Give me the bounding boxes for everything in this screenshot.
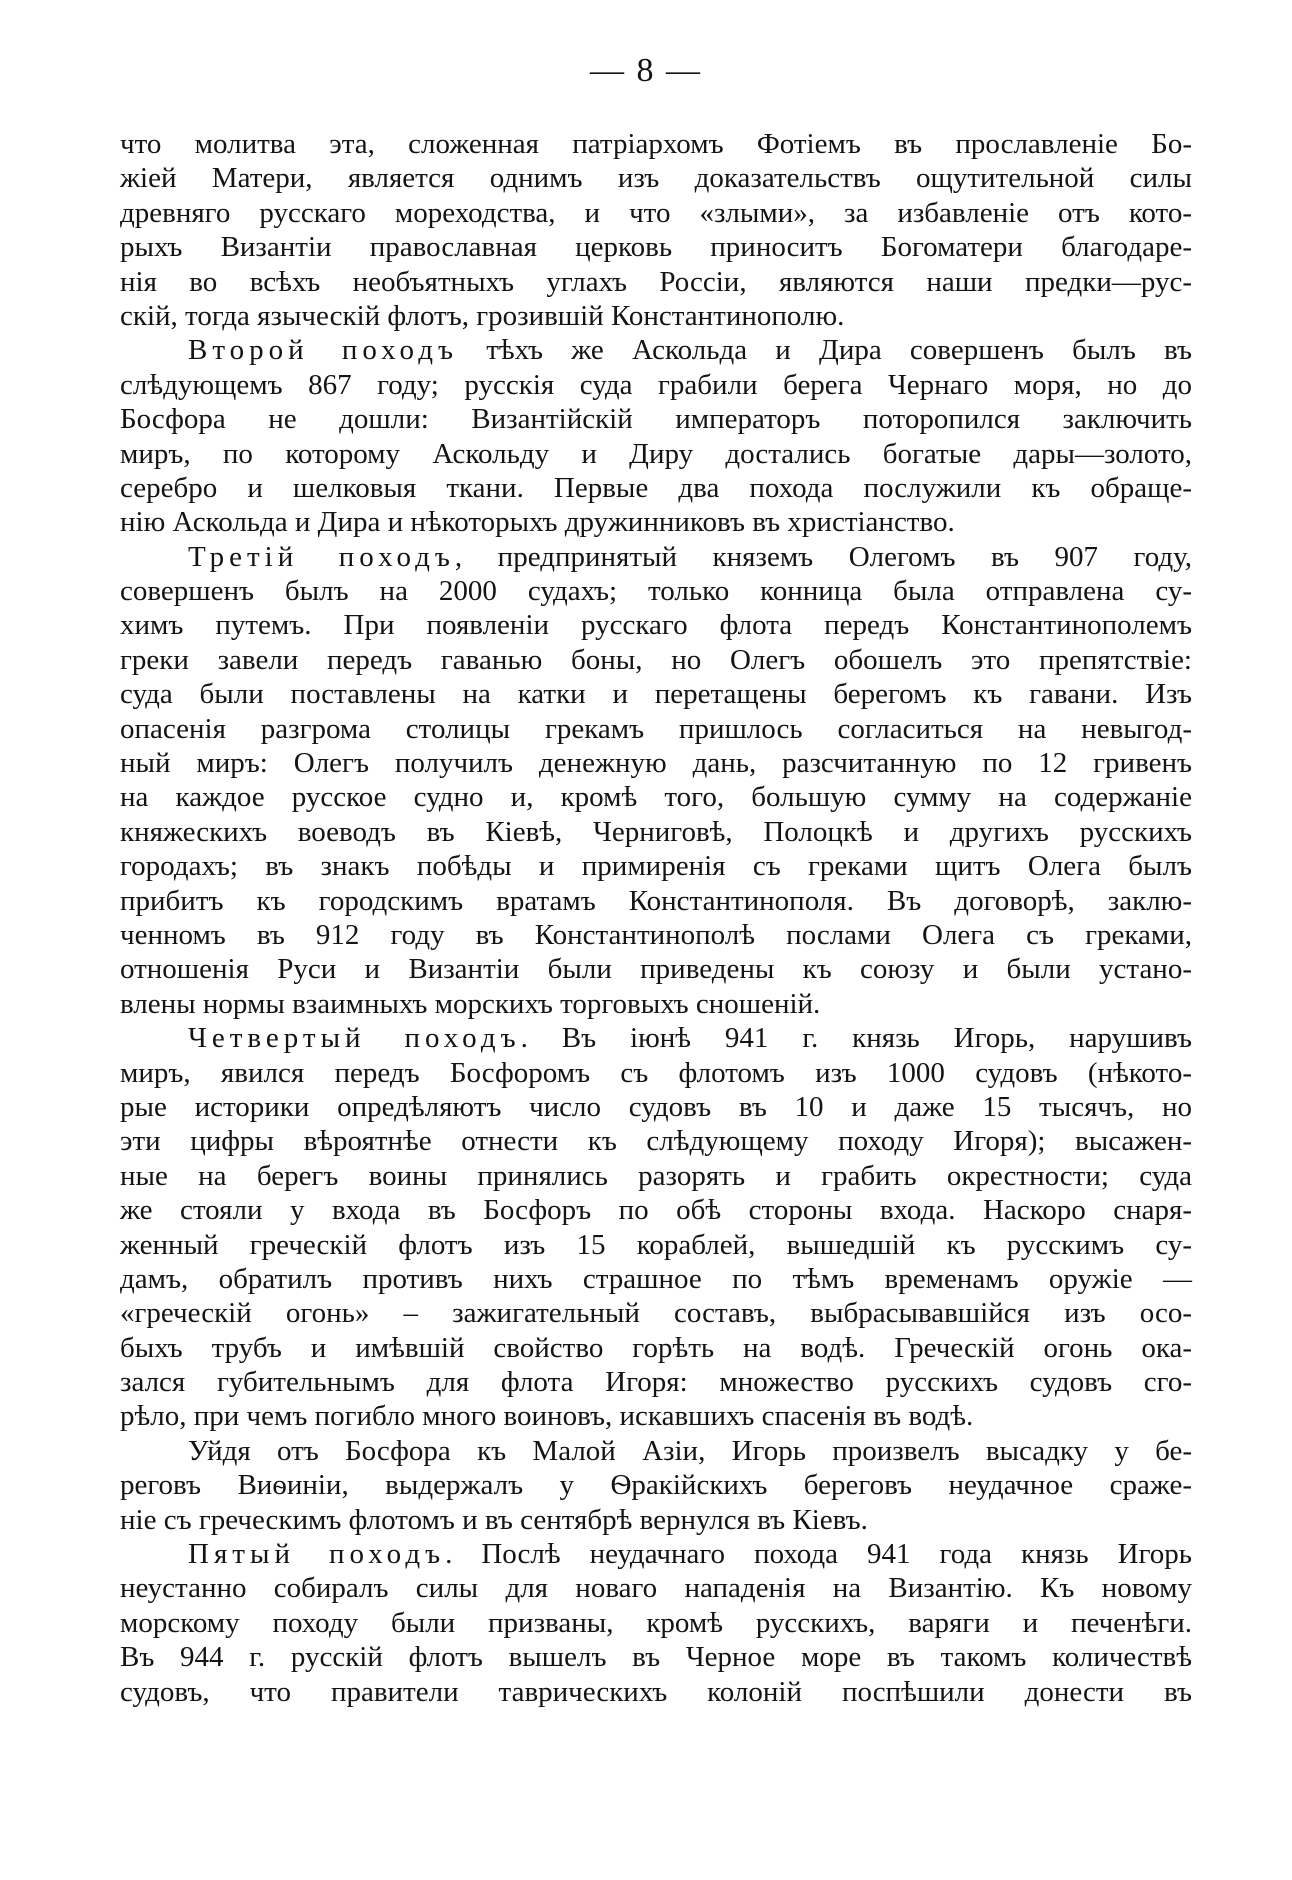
line-text: ніе съ греческимъ флотомъ и въ сентябрѣ вернулся въ Кіевъ. [120,1503,868,1536]
text-line [120,952,1192,986]
line-text: нія во всѣхъ необъятныхъ углахъ Россіи, являются наши предки—рус- [120,265,1192,298]
text-line [120,127,1192,161]
text-line [120,712,1192,746]
line-text: рые историки опредѣляютъ число судовъ въ 10 и даже 15 тысячъ, но [120,1090,1192,1123]
text-line [120,265,1192,299]
page-number: — 8 — [590,52,702,89]
text-line [120,402,1192,436]
text-line [120,1124,1192,1158]
text-line [120,918,1192,952]
text-line [120,1262,1192,1296]
line-text: эти цифры вѣроятнѣе отнести къ слѣдующему походу Игоря); высажен- [120,1125,1192,1158]
line-text: суда были поставлены на катки и перетащены берегомъ къ гавани. Изъ [120,678,1192,711]
text-line [120,780,1192,814]
text-line [120,643,1192,677]
line-text: женный греческій флотъ изъ 15 кораблей, вышедшій къ русскимъ су- [120,1228,1192,1261]
text-line [120,505,1192,539]
text-line [120,333,1192,367]
text-line [120,368,1192,402]
line-text: миръ, явился передъ Босфоромъ съ флотомъ изъ 1000 судовъ (нѣкото- [120,1056,1192,1089]
line-text: ные на берегъ воины принялись разорять и грабить окрестности; суда [120,1159,1192,1192]
text-line [120,1675,1192,1709]
text-line [120,884,1192,918]
text-line [120,849,1192,883]
line-text: рыхъ Византіи православная церковь приноситъ Богоматери благодаре- [120,231,1192,264]
text-line [120,1640,1192,1674]
paragraph [120,333,1192,539]
text-line [120,1434,1192,1468]
text-line [120,1021,1192,1055]
line-text: тѣхъ же Аскольда и Дира совершенъ былъ въ [457,334,1193,367]
line-text: ный миръ: Олегъ получилъ денежную дань, разсчитанную по 12 гривенъ [120,747,1192,780]
text-line [120,1056,1192,1090]
line-text: Уйдя отъ Босфора къ Малой Азіи, Игорь произвелъ высадку у бе- [188,1434,1192,1467]
line-text: неустанно собиралъ силы для новаго нападенія на Византію. Къ новому [120,1572,1192,1605]
line-text: княжескихъ воеводъ въ Кіевѣ, Черниговѣ, Полоцкѣ и другихъ русскихъ [120,815,1192,848]
text-line [120,161,1192,195]
line-text: миръ, по которому Аскольду и Диру достались богатые дары—золото, [120,437,1192,470]
text-line [120,196,1192,230]
text-line [120,1571,1192,1605]
line-text: прибитъ къ городскимъ вратамъ Константинополя. Въ договорѣ, заклю- [120,884,1192,917]
line-text: отношенія Руси и Византіи были приведены къ союзу и были устано- [120,953,1192,986]
text-line [120,815,1192,849]
line-text: зался губительнымъ для флота Игоря: множество русскихъ судовъ сго- [120,1366,1192,1399]
line-text: городахъ; въ знакъ побѣды и примиренія съ греками щитъ Олега былъ [120,850,1192,883]
text-line [120,540,1192,574]
line-text: химъ путемъ. При появленіи русскаго флота передъ Константинополемъ [120,609,1192,642]
line-text: ченномъ въ 912 году въ Константинополѣ послами Олега съ греками, [120,918,1192,951]
text-line [120,746,1192,780]
section-lead: Четвертый походъ [188,1022,521,1055]
text-line [120,1296,1192,1330]
line-text: слѣдующемъ 867 году; русскія суда грабили берега Чернаго моря, но до [120,368,1192,401]
line-text: реговъ Виѳиніи, выдержалъ у Ѳракійскихъ береговъ неудачное сраже- [120,1469,1192,1502]
section-lead: Пятый походъ [188,1538,446,1571]
line-text: дамъ, обратилъ противъ нихъ страшное по тѣмъ временамъ оружіе — [120,1262,1192,1295]
text-line [120,1331,1192,1365]
line-text: нію Аскольда и Дира и нѣкоторыхъ дружинниковъ въ христіанство. [120,506,955,539]
text-line [120,299,1192,333]
text-line [120,1365,1192,1399]
line-text: что молитва эта, сложенная патріархомъ Фотіемъ въ прославленіе Бо- [120,128,1192,160]
paragraph [120,127,1192,333]
line-text: «греческій огонь» – зажигательный составъ, выбрасывавшійся изъ осо- [120,1297,1192,1330]
text-line [120,1159,1192,1193]
body-text [120,127,1192,1709]
text-line [120,230,1192,264]
text-line [120,608,1192,642]
line-text: опасенія разгрома столицы грекамъ пришлось согласиться на невыгод- [120,712,1192,745]
text-line [120,1090,1192,1124]
text-line [120,987,1192,1021]
paragraph [120,1537,1192,1709]
text-line [120,1468,1192,1502]
line-text: влены нормы взаимныхъ морскихъ торговыхъ сношеній. [120,987,821,1020]
line-text: , предпринятый княземъ Олегомъ въ 907 году, [454,540,1193,573]
text-line [120,1606,1192,1640]
text-line [120,471,1192,505]
line-text: совершенъ былъ на 2000 судахъ; только конница была отправлена су- [120,575,1192,608]
line-text: греки завели передъ гаванью боны, но Олегъ обошелъ это препятствіе: [120,643,1192,676]
text-line [120,574,1192,608]
text-line [120,1193,1192,1227]
line-text: скій, тогда языческій флотъ, грозившій Константинополю. [120,299,845,332]
line-text: жіей Матери, является однимъ изъ доказательствъ ощутительной силы [120,162,1192,195]
line-text: быхъ трубъ и имѣвшій свойство горѣть на водѣ. Греческій огонь ока- [120,1331,1192,1364]
text-line [120,1228,1192,1262]
line-text: древняго русскаго мореходства, и что «злыми», за избавленіе отъ кото- [120,196,1192,229]
paragraph [120,540,1192,1021]
line-text: же стояли у входа въ Босфоръ по обѣ стороны входа. Наскоро снаря- [120,1194,1192,1227]
line-text: серебро и шелковыя ткани. Первые два похода послужили къ обраще- [120,471,1192,504]
text-line [120,1399,1192,1433]
text-line [120,1537,1192,1571]
text-line [120,437,1192,471]
line-text: судовъ, что правители таврическихъ колоній поспѣшили донести въ [120,1675,1192,1708]
line-text: . Послѣ неудачнаго похода 941 года князь Игорь [445,1538,1192,1571]
line-text: морскому походу были призваны, кромѣ русскихъ, варяги и печенѣги. [120,1606,1192,1639]
section-lead: Второй походъ [188,334,458,367]
line-text: Босфора не дошли: Византійскій императоръ поторопился заключить [120,403,1192,436]
paragraph [120,1021,1192,1434]
line-text: . Въ іюнѣ 941 г. князь Игорь, нарушивъ [520,1022,1192,1055]
line-text: Въ 944 г. русскій флотъ вышелъ въ Черное море въ такомъ количествѣ [120,1641,1192,1674]
text-line [120,677,1192,711]
paragraph [120,1434,1192,1537]
line-text: рѣло, при чемъ погибло много воиновъ, искавшихъ спасенія въ водѣ. [120,1400,974,1433]
section-lead: Третій походъ [188,540,455,573]
text-line [120,1503,1192,1537]
line-text: на каждое русское судно и, кромѣ того, большую сумму на содержаніе [120,781,1192,814]
